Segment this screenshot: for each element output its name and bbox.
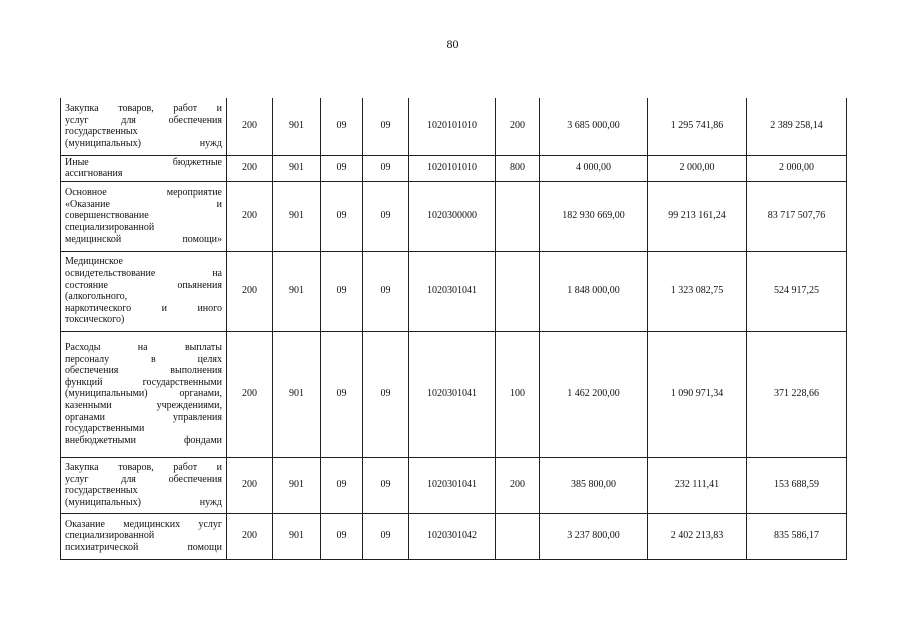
- row-description: [61, 251, 227, 331]
- remaining-amount-cell: 153 688,59: [747, 457, 847, 513]
- subsection-cell: 09: [363, 513, 409, 559]
- description-line: специализированной: [65, 221, 155, 233]
- ministry-code-cell: 901: [273, 155, 321, 181]
- table-row: [61, 331, 847, 457]
- section-cell: 09: [321, 98, 363, 155]
- description-line: освидетельствование на: [65, 268, 222, 279]
- executed-amount-cell: 1 323 082,75: [648, 251, 747, 331]
- approved-amount-cell: 4 000,00: [540, 155, 648, 181]
- executed-amount-cell: 232 111,41: [648, 457, 747, 513]
- description-line: (муниципальных) нужд: [65, 496, 222, 508]
- remaining-amount-cell: 524 917,25: [747, 251, 847, 331]
- target-article-cell: 1020101010: [409, 155, 496, 181]
- description-line: Закупка товаров, работ и: [65, 103, 222, 115]
- expense-type-cell: [496, 181, 540, 251]
- expense-type-cell: 200: [496, 98, 540, 155]
- page-number: 80: [446, 37, 459, 51]
- remaining-amount-cell: 2 389 258,14: [747, 98, 847, 155]
- executed-amount-cell: 2 000,00: [648, 155, 747, 181]
- code-cell: 200: [227, 181, 273, 251]
- ministry-code-cell: 901: [273, 251, 321, 331]
- description-line: наркотического и иного: [65, 302, 222, 314]
- expense-type-cell: [496, 513, 540, 559]
- approved-amount-cell: 3 237 800,00: [540, 513, 648, 559]
- description-line: внебюджетными фондами: [65, 434, 222, 446]
- description-line: услуг для обеспечения: [65, 473, 222, 485]
- section-cell: 09: [321, 251, 363, 331]
- description-line: (муниципальными) органами,: [65, 388, 222, 400]
- executed-amount-cell: 2 402 213,83: [648, 513, 747, 559]
- description-line: органами управления: [65, 411, 222, 423]
- row-description: [61, 457, 227, 513]
- expense-type-cell: 100: [496, 331, 540, 457]
- target-article-cell: 1020301041: [409, 457, 496, 513]
- ministry-code-cell: 901: [273, 331, 321, 457]
- section-cell: 09: [321, 181, 363, 251]
- ministry-code-cell: 901: [273, 98, 321, 155]
- section-cell: 09: [321, 331, 363, 457]
- description-line: Расходы на выплаты: [65, 342, 222, 354]
- subsection-cell: 09: [363, 457, 409, 513]
- code-cell: 200: [227, 98, 273, 155]
- budget-table: [60, 98, 847, 560]
- target-article-cell: 1020301042: [409, 513, 496, 559]
- description-line: психиатрической помощи: [65, 541, 222, 553]
- ministry-code-cell: 901: [273, 181, 321, 251]
- approved-amount-cell: 1 462 200,00: [540, 331, 648, 457]
- executed-amount-cell: 1 090 971,34: [648, 331, 747, 457]
- target-article-cell: 1020101010: [409, 98, 496, 155]
- approved-amount-cell: 385 800,00: [540, 457, 648, 513]
- description-line: Иные бюджетные: [65, 156, 222, 168]
- remaining-amount-cell: 371 228,66: [747, 331, 847, 457]
- approved-amount-cell: 182 930 669,00: [540, 181, 648, 251]
- description-line: Медицинское: [65, 256, 123, 268]
- description-line: государственных: [65, 485, 138, 497]
- table-row: [61, 513, 847, 559]
- table-row: [61, 251, 847, 331]
- description-line: совершенствование: [65, 210, 149, 222]
- subsection-cell: 09: [363, 181, 409, 251]
- remaining-amount-cell: 2 000,00: [747, 155, 847, 181]
- description-line: персоналу в целях: [65, 353, 222, 365]
- row-description: [61, 155, 227, 181]
- description-line: ассигнования: [65, 168, 123, 180]
- description-line: токсического): [65, 314, 125, 326]
- target-article-cell: 1020301041: [409, 251, 496, 331]
- description-line: состояние опьянения: [65, 279, 222, 291]
- remaining-amount-cell: 835 586,17: [747, 513, 847, 559]
- description-line: медицинской помощи»: [65, 233, 222, 245]
- code-cell: 200: [227, 251, 273, 331]
- approved-amount-cell: 1 848 000,00: [540, 251, 648, 331]
- row-description: [61, 98, 227, 155]
- description-line: обеспечения выполнения: [65, 365, 222, 377]
- table-row: [61, 181, 847, 251]
- description-line: Закупка товаров, работ и: [65, 462, 222, 473]
- table-row: [61, 457, 847, 513]
- row-description: [61, 181, 227, 251]
- table-row: [61, 98, 847, 155]
- code-cell: 200: [227, 513, 273, 559]
- subsection-cell: 09: [363, 155, 409, 181]
- code-cell: 200: [227, 155, 273, 181]
- section-cell: 09: [321, 457, 363, 513]
- description-line: (алкогольного,: [65, 291, 128, 303]
- subsection-cell: 09: [363, 331, 409, 457]
- target-article-cell: 1020300000: [409, 181, 496, 251]
- subsection-cell: 09: [363, 251, 409, 331]
- expense-type-cell: 200: [496, 457, 540, 513]
- row-description: [61, 331, 227, 457]
- code-cell: 200: [227, 457, 273, 513]
- expense-type-cell: 800: [496, 155, 540, 181]
- expense-type-cell: [496, 251, 540, 331]
- subsection-cell: 09: [363, 98, 409, 155]
- executed-amount-cell: 99 213 161,24: [648, 181, 747, 251]
- ministry-code-cell: 901: [273, 457, 321, 513]
- description-line: государственными: [65, 423, 145, 435]
- code-cell: 200: [227, 331, 273, 457]
- description-line: Основное мероприятие: [65, 187, 222, 199]
- target-article-cell: 1020301041: [409, 331, 496, 457]
- remaining-amount-cell: 83 717 507,76: [747, 181, 847, 251]
- description-line: «Оказание и: [65, 198, 222, 210]
- table-row: [61, 155, 847, 181]
- row-description: [61, 513, 227, 559]
- approved-amount-cell: 3 685 000,00: [540, 98, 648, 155]
- description-line: услуг для обеспечения: [65, 114, 222, 126]
- description-line: Оказание медицинских услуг: [65, 518, 222, 530]
- description-line: функций государственными: [65, 376, 222, 388]
- table-body: [61, 98, 847, 559]
- description-line: казенными учреждениями,: [65, 399, 222, 411]
- executed-amount-cell: 1 295 741,86: [648, 98, 747, 155]
- ministry-code-cell: 901: [273, 513, 321, 559]
- description-line: государственных: [65, 126, 138, 138]
- description-line: (муниципальных) нужд: [65, 137, 222, 149]
- section-cell: 09: [321, 513, 363, 559]
- description-line: специализированной: [65, 530, 155, 542]
- section-cell: 09: [321, 155, 363, 181]
